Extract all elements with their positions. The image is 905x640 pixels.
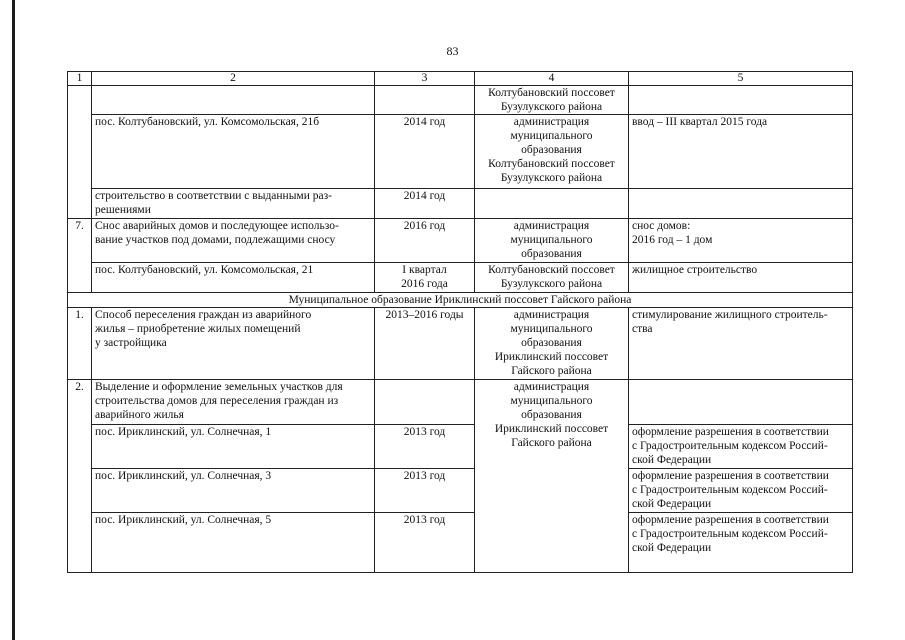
cell-period: 2013 год xyxy=(375,469,475,513)
header-col-2: 2 xyxy=(92,72,375,86)
program-table xyxy=(67,71,853,573)
cell-executor: администрация муниципального образования Ириклинский поссовет Гайского района xyxy=(475,380,629,573)
table-row xyxy=(68,189,853,219)
section-row xyxy=(68,293,853,308)
cell-event: пос. Колтубановский, ул. Комсомольская, 21 xyxy=(92,263,375,293)
header-col-4: 4 xyxy=(475,72,629,86)
table-header-row xyxy=(68,72,853,86)
section-title: Муниципальное образование Ириклинский поссовет Гайского района xyxy=(68,293,853,308)
table-row xyxy=(68,308,853,380)
cell-event: пос. Ириклинский, ул. Солнечная, 5 xyxy=(92,513,375,573)
cell-period: 2014 год xyxy=(375,115,475,189)
table-row xyxy=(68,513,853,573)
header-col-1: 1 xyxy=(68,72,92,86)
cell-result: оформление разрешения в соответствии с Градостроительным кодексом Россий- ской Федерации xyxy=(629,469,853,513)
row-number-cell xyxy=(68,86,92,219)
cell-result: оформление разрешения в соответствии с Градостроительным кодексом Россий- ской Федерации xyxy=(629,425,853,469)
cell-event xyxy=(92,86,375,115)
row-number-cell: 7. xyxy=(68,219,92,293)
row-number-cell: 2. xyxy=(68,380,92,573)
cell-period xyxy=(375,380,475,425)
left-margin-bar xyxy=(12,0,15,640)
table-row xyxy=(68,380,853,425)
table-row xyxy=(68,115,853,189)
cell-executor: администрация муниципального образования Колтубановский поссовет Бузулукского района xyxy=(475,115,629,189)
cell-result: жилищное строительство xyxy=(629,263,853,293)
cell-result: стимулирование жилищного строитель- ства xyxy=(629,308,853,380)
page-number: 83 xyxy=(446,44,459,58)
cell-event: строительство в соответствии с выданными раз- решениями xyxy=(92,189,375,219)
cell-result: снос домов: 2016 год – 1 дом xyxy=(629,219,853,263)
cell-period: 2013–2016 годы xyxy=(375,308,475,380)
cell-result xyxy=(629,86,853,115)
cell-result: оформление разрешения в соответствии с Градостроительным кодексом Россий- ской Федерации xyxy=(629,513,853,573)
cell-result: ввод – III квартал 2015 года xyxy=(629,115,853,189)
cell-period: 2013 год xyxy=(375,513,475,573)
table-row xyxy=(68,425,853,469)
cell-executor: Колтубановский поссовет Бузулукского района xyxy=(475,263,629,293)
row-number-cell: 1. xyxy=(68,308,92,380)
cell-period: I квартал 2016 года xyxy=(375,263,475,293)
cell-event: пос. Ириклинский, ул. Солнечная, 3 xyxy=(92,469,375,513)
header-col-5: 5 xyxy=(629,72,853,86)
header-col-3: 3 xyxy=(375,72,475,86)
table-row xyxy=(68,263,853,293)
cell-period: 2014 год xyxy=(375,189,475,219)
cell-event: Выделение и оформление земельных участков для строительства домов для переселения граждан из аварийного жилья xyxy=(92,380,375,425)
cell-result xyxy=(629,189,853,219)
table-row xyxy=(68,469,853,513)
cell-executor xyxy=(475,189,629,219)
table-row xyxy=(68,219,853,263)
table-row xyxy=(68,86,853,115)
cell-period: 2013 год xyxy=(375,425,475,469)
cell-executor: администрация муниципального образования Ириклинский поссовет Гайского района xyxy=(475,308,629,380)
cell-result xyxy=(629,380,853,425)
cell-event: Снос аварийных домов и последующее использо- вание участков под домами, подлежащими сносу xyxy=(92,219,375,263)
cell-executor: Колтубановский поссовет Бузулукского района xyxy=(475,86,629,115)
cell-event: пос. Ириклинский, ул. Солнечная, 1 xyxy=(92,425,375,469)
cell-period: 2016 год xyxy=(375,219,475,263)
cell-event: Способ переселения граждан из аварийного жилья – приобретение жилых помещений у застройщика xyxy=(92,308,375,380)
cell-period xyxy=(375,86,475,115)
cell-executor: администрация муниципального образования xyxy=(475,219,629,263)
cell-event: пос. Колтубановский, ул. Комсомольская, 21б xyxy=(92,115,375,189)
